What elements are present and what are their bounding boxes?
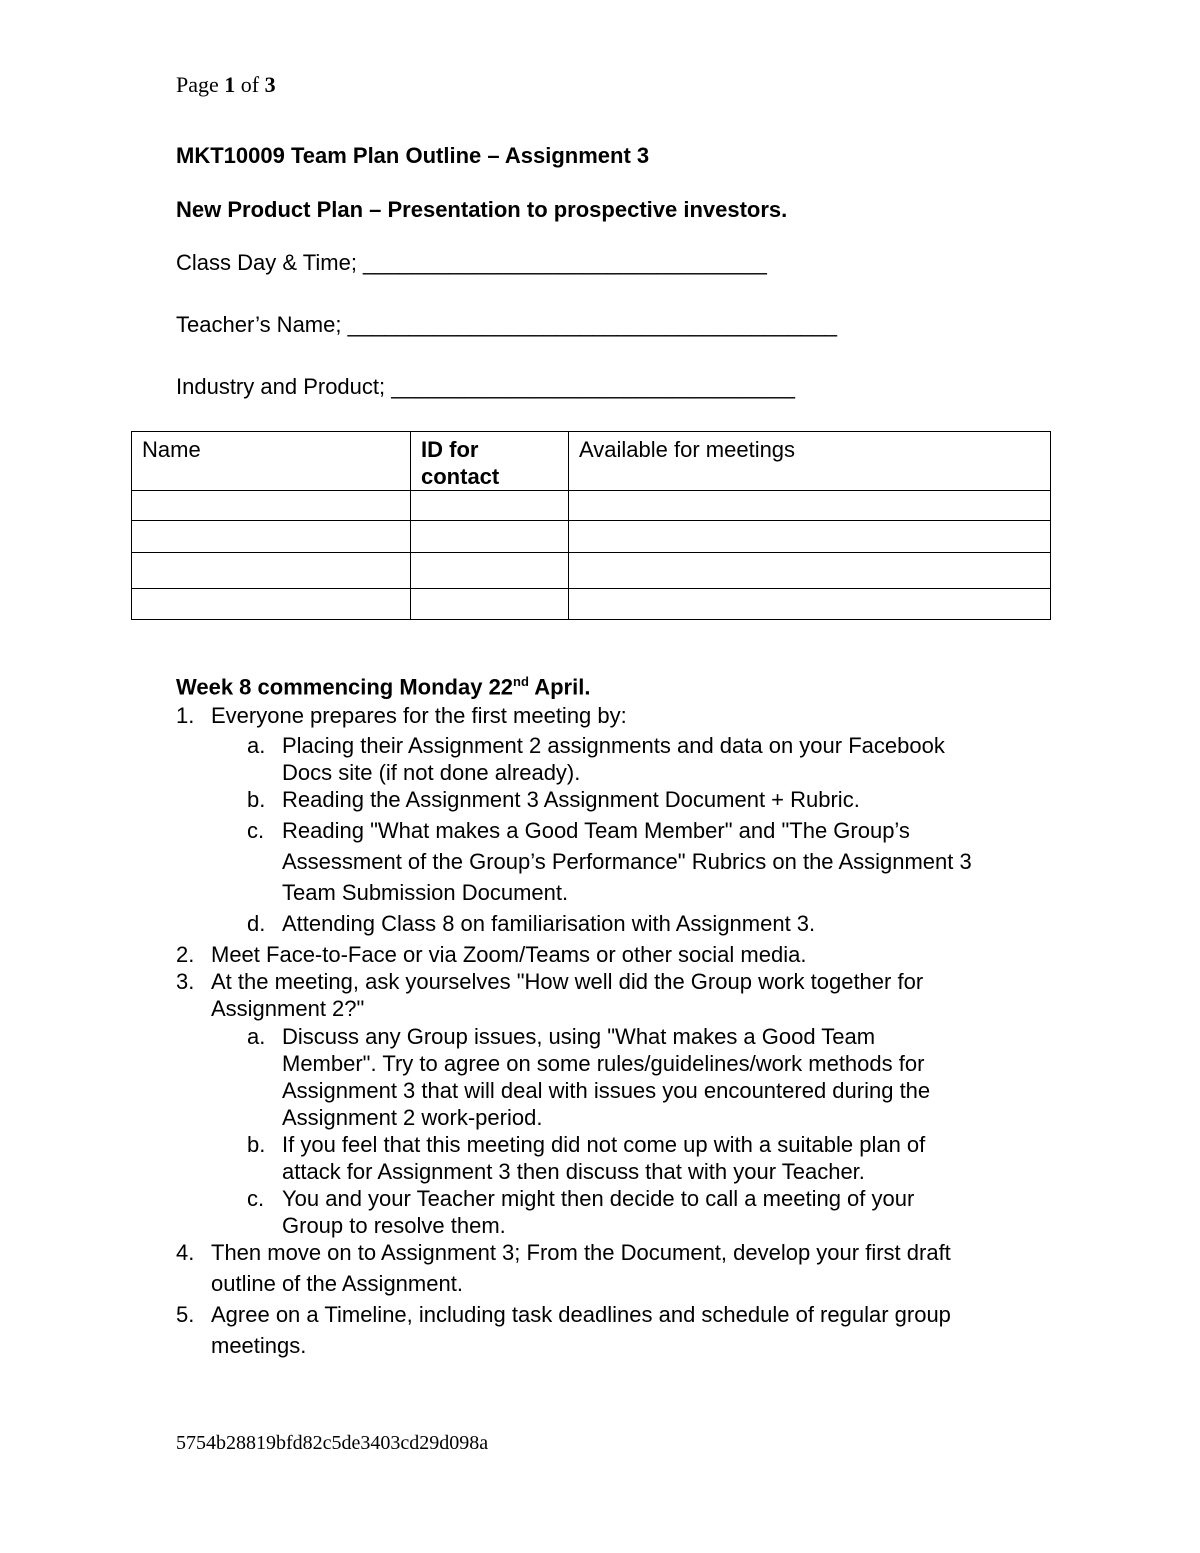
table-header-row <box>132 432 1051 491</box>
list-item-text: outline of the Assignment. <box>211 1271 463 1296</box>
table-row <box>132 521 1051 553</box>
table-cell <box>132 521 411 553</box>
table-cell <box>411 589 569 620</box>
header-available-for-meetings: Available for meetings <box>569 432 1051 491</box>
table-cell <box>569 491 1051 521</box>
list-item-text: Assignment 2?" <box>211 996 365 1021</box>
header-id-for-contact: ID for contact <box>411 432 569 491</box>
table-cell <box>132 553 411 589</box>
list-item-text: Meet Face-to-Face or via Zoom/Teams or other social media. <box>211 942 807 967</box>
list-item-text: meetings. <box>211 1333 307 1358</box>
table-cell <box>411 553 569 589</box>
table-cell <box>411 521 569 553</box>
sub-item-text: Discuss any Group issues, using "What makes a Good Team <box>282 1024 876 1049</box>
sub-item-letter: a. <box>247 1024 266 1049</box>
sub-item-text: Attending Class 8 on familiarisation with Assignment 3. <box>282 911 816 936</box>
class-day-time-field: Class Day & Time; _________________________________ <box>176 250 767 275</box>
table-cell <box>132 491 411 521</box>
sub-item-letter: c. <box>247 818 265 843</box>
team-table <box>131 431 1051 620</box>
document-subtitle: New Product Plan – Presentation to prospective investors. <box>176 197 788 222</box>
industry-product-field: Industry and Product; _________________________________ <box>176 374 795 399</box>
sub-item-text: attack for Assignment 3 then discuss that with your Teacher. <box>282 1159 865 1184</box>
document-hash: 5754b28819bfd82c5de3403cd29d098a <box>176 1432 489 1454</box>
list-item-number: 4. <box>176 1240 195 1265</box>
sub-item-letter: c. <box>247 1186 265 1211</box>
list-item-number: 2. <box>176 942 195 967</box>
table-cell <box>132 589 411 620</box>
sub-item-text: Assignment 3 that will deal with issues you encountered during the <box>282 1078 931 1103</box>
header-name: Name <box>132 432 411 491</box>
table-cell <box>569 553 1051 589</box>
sub-item-text: If you feel that this meeting did not come up with a suitable plan of <box>282 1132 926 1157</box>
list-item-text: Agree on a Timeline, including task deadlines and schedule of regular group <box>211 1302 951 1327</box>
table-cell <box>569 521 1051 553</box>
sub-item-text: Placing their Assignment 2 assignments and data on your Facebook <box>282 733 945 758</box>
table-cell <box>569 589 1051 620</box>
teachers-name-field: Teacher’s Name; ________________________________________ <box>176 312 838 337</box>
table-row <box>132 553 1051 589</box>
list-item-text: Then move on to Assignment 3; From the Document, develop your first draft <box>211 1240 951 1265</box>
sub-item-text: You and your Teacher might then decide to call a meeting of your <box>282 1186 915 1211</box>
list-item-number: 1. <box>176 703 195 728</box>
sub-item-text: Assessment of the Group’s Performance" Rubrics on the Assignment 3 <box>282 849 972 874</box>
table-cell <box>411 491 569 521</box>
sub-item-text: Reading "What makes a Good Team Member" and "The Group’s <box>282 818 910 843</box>
sub-item-letter: d. <box>247 911 266 936</box>
sub-item-text: Team Submission Document. <box>282 880 569 905</box>
sub-item-letter: a. <box>247 733 266 758</box>
sub-item-text: Assignment 2 work-period. <box>282 1105 543 1130</box>
document-title: MKT10009 Team Plan Outline – Assignment 3 <box>176 143 650 168</box>
sub-item-letter: b. <box>247 787 266 812</box>
list-item-text: At the meeting, ask yourselves "How well did the Group work together for <box>211 969 924 994</box>
sub-item-text: Reading the Assignment 3 Assignment Document + Rubric. <box>282 787 860 812</box>
list-item-text: Everyone prepares for the first meeting by: <box>211 703 627 728</box>
week-heading: Week 8 commencing Monday 22nd April. <box>176 674 591 700</box>
list-item-number: 3. <box>176 969 195 994</box>
sub-item-text: Member". Try to agree on some rules/guidelines/work methods for <box>282 1051 925 1076</box>
page-number: Page 1 of 3 <box>176 72 276 97</box>
sub-item-text: Docs site (if not done already). <box>282 760 581 785</box>
sub-item-letter: b. <box>247 1132 266 1157</box>
list-item-number: 5. <box>176 1302 195 1327</box>
table-row <box>132 589 1051 620</box>
sub-item-text: Group to resolve them. <box>282 1213 506 1238</box>
table-row <box>132 491 1051 521</box>
